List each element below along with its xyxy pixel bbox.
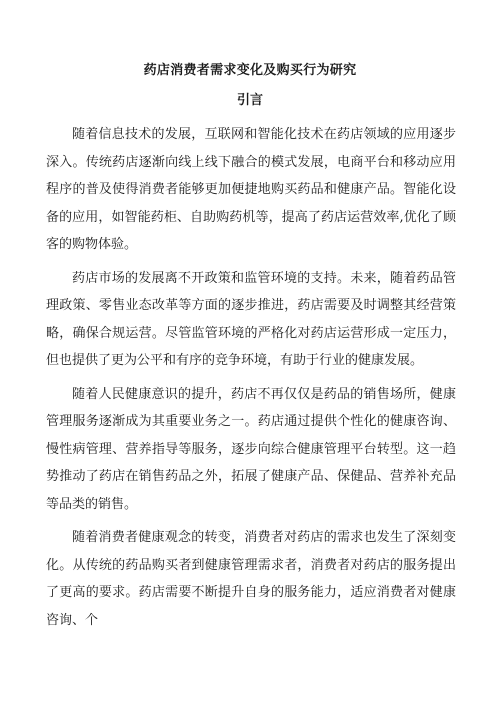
- document-body: [46, 121, 456, 640]
- paragraph: 随着人民健康意识的提升，药店不再仅仅是药品的销售场所，健康管理服务逐渐成为其重要业务之一。药店通过提供个性化的健康咨询、慢性病管理、营养指导等服务，逐步向综合健康管理平台转型。这一趋势推动了药店在销售药品之外，拓展了健康产品、保健品、营养补充品等品类的销售。: [46, 386, 456, 512]
- paragraph: 随着信息技术的发展，互联网和智能化技术在药店领域的应用逐步深入。传统药店逐渐向线上线下融合的模式发展，电商平台和移动应用程序的普及使得消费者能够更加便捷地购买药品和健康产品。智能化设备的应用，如智能药柜、自助购药机等，提高了药店运营效率,优化了顾客的购物体验。: [46, 127, 456, 252]
- paragraph: 随着消费者健康观念的转变，消费者对药店的需求也发生了深刻变化。从传统的药品购买者到健康管理需求者，消费者对药店的服务提出了更高的要求。药店需要不断提升自身的服务能力，适应消费者对健康咨询、个: [46, 530, 456, 628]
- paragraph: 药店市场的发展离不开政策和监管环境的支持。未来，随着药品管理政策、零售业态改革等方面的逐步推进，药店需要及时调整其经营策略，确保合规运营。尽管监管环境的严格化对药店运营形成一定压力，但也提供了更为公平和有序的竞争环境，有助于行业的健康发展。: [46, 270, 456, 368]
- section-heading: 引言: [236, 93, 263, 108]
- document-title: 药店消费者需求变化及购买行为研究: [143, 63, 357, 78]
